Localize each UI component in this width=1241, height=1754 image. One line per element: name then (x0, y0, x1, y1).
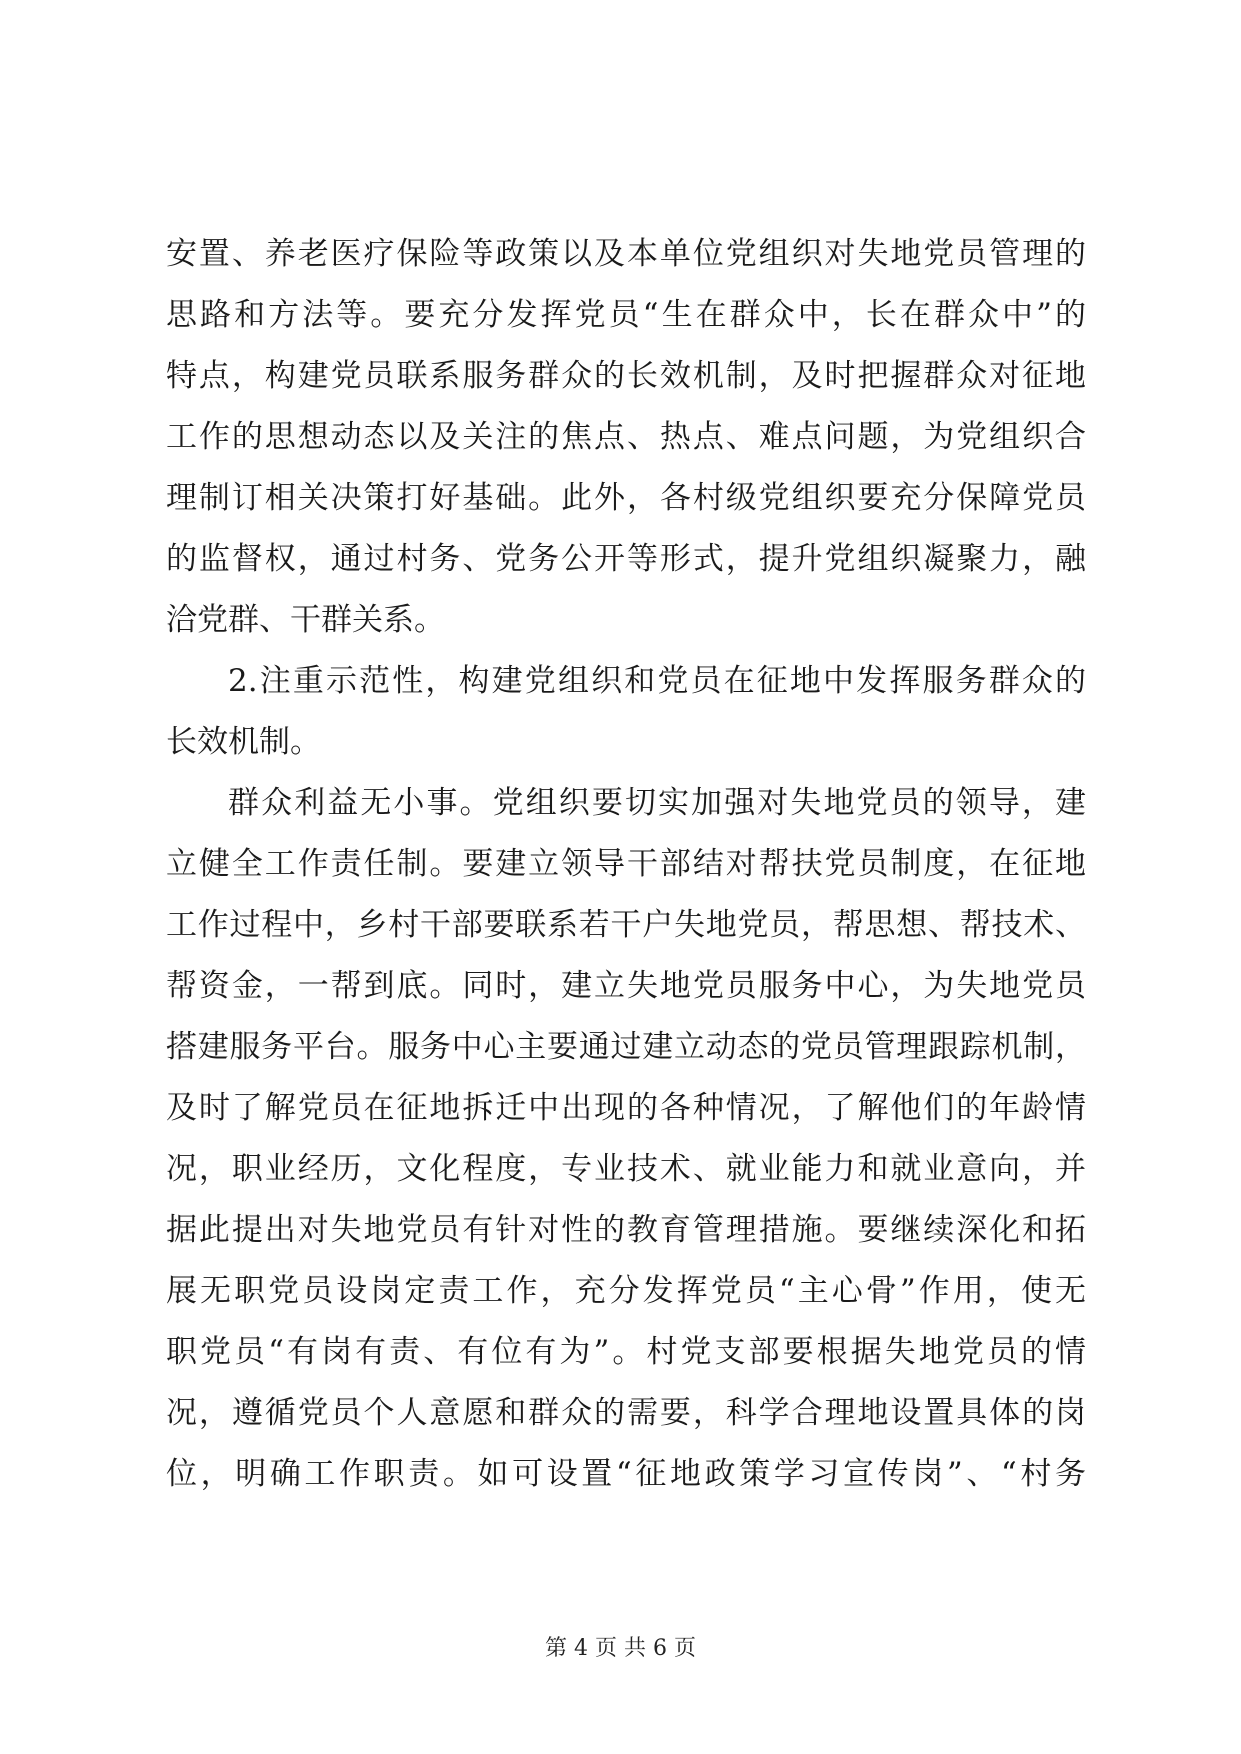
text-line: 工作过程中，乡村干部要联系若干户失地党员，帮思想、帮技术、 (166, 907, 1086, 943)
text-line: 搭建服务平台。服务中心主要通过建立动态的党员管理跟踪机制， (166, 1029, 1086, 1065)
text-line: 职党员“有岗有责、有位有为”。村党支部要根据失地党员的情 (166, 1334, 1086, 1370)
text-line: 特点，构建党员联系服务群众的长效机制，及时把握群众对征地 (166, 358, 1086, 394)
text-line: 及时了解党员在征地拆迁中出现的各种情况，了解他们的年龄情 (166, 1090, 1086, 1126)
body-text (166, 224, 1086, 1505)
text-line: 的监督权，通过村务、党务公开等形式，提升党组织凝聚力，融 (166, 541, 1086, 577)
text-line: 洽党群、干群关系。 (166, 602, 445, 638)
text-line: 帮资金，一帮到底。同时，建立失地党员服务中心，为失地党员 (166, 968, 1086, 1004)
text-line: 群众利益无小事。党组织要切实加强对失地党员的领导，建 (228, 785, 1086, 821)
text-line: 况，职业经历，文化程度，专业技术、就业能力和就业意向，并 (166, 1151, 1086, 1187)
text-line: 况，遵循党员个人意愿和群众的需要，科学合理地设置具体的岗 (166, 1395, 1086, 1431)
text-line: 安置、养老医疗保险等政策以及本单位党组织对失地党员管理的 (166, 236, 1086, 272)
text-line: 据此提出对失地党员有针对性的教育管理措施。要继续深化和拓 (166, 1212, 1086, 1248)
page-footer: 第 4 页 共 6 页 (545, 1636, 696, 1661)
text-line: 工作的思想动态以及关注的焦点、热点、难点问题，为党组织合 (166, 419, 1086, 455)
text-line: 2.注重示范性，构建党组织和党员在征地中发挥服务群众的 (228, 663, 1086, 699)
text-line: 理制订相关决策打好基础。此外，各村级党组织要充分保障党员 (166, 480, 1086, 516)
text-line: 思路和方法等。要充分发挥党员“生在群众中，长在群众中”的 (166, 297, 1086, 333)
text-line: 长效机制。 (166, 724, 321, 760)
text-line: 展无职党员设岗定责工作，充分发挥党员“主心骨”作用，使无 (166, 1273, 1086, 1309)
text-line: 立健全工作责任制。要建立领导干部结对帮扶党员制度，在征地 (166, 846, 1086, 882)
text-line: 位，明确工作职责。如可设置“征地政策学习宣传岗”、“村务 (166, 1456, 1086, 1492)
